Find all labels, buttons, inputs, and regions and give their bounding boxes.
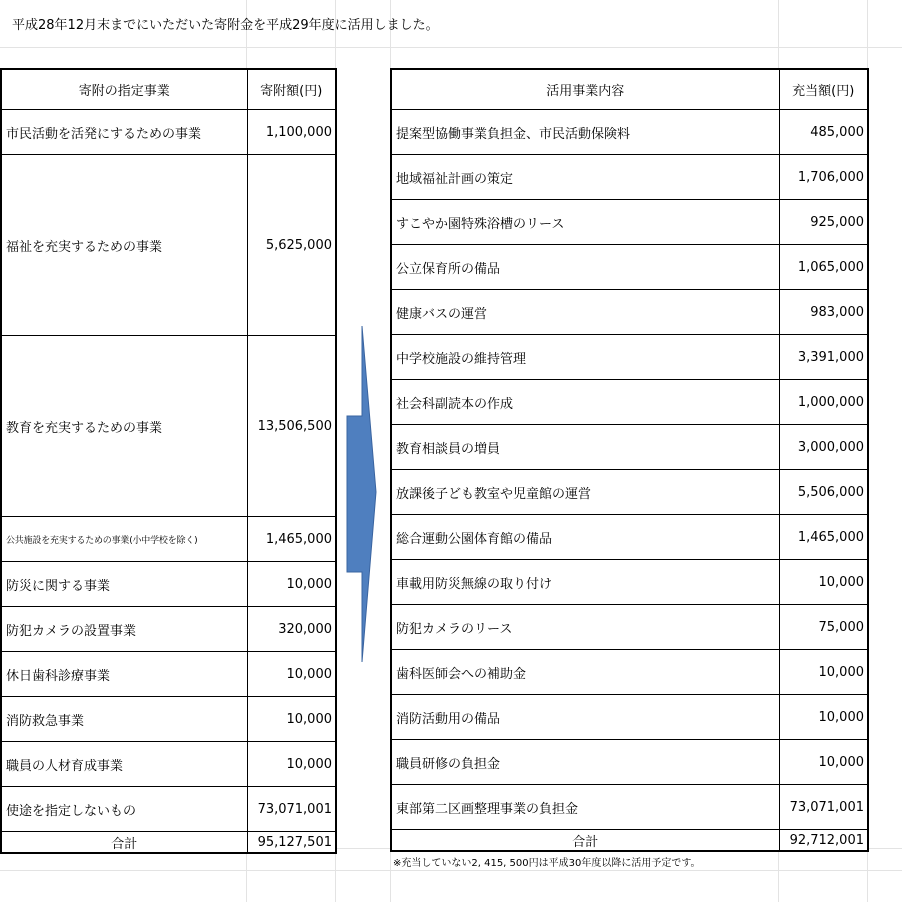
utilization-name: 提案型協働事業負担金、市民活動保険料 [391, 110, 779, 155]
header-note: 平成28年12月末までにいただいた寄附金を平成29年度に活用しました。 [12, 18, 439, 33]
allocated-amount: 1,465,000 [779, 515, 868, 560]
utilization-name: 中学校施設の維持管理 [391, 335, 779, 380]
utilization-name: 東部第二区画整理事業の負担金 [391, 785, 779, 830]
project-name: 防災に関する事業 [1, 562, 247, 607]
utilization-name: 総合運動公園体育館の備品 [391, 515, 779, 560]
table-row [1, 787, 336, 832]
allocated-amount: 925,000 [779, 200, 868, 245]
utilization-name: 職員研修の負担金 [391, 740, 779, 785]
utilization-name: 健康バスの運営 [391, 290, 779, 335]
total-label: 合計 [1, 832, 247, 854]
project-name: 防犯カメラの設置事業 [1, 607, 247, 652]
project-name: 休日歯科診療事業 [1, 652, 247, 697]
donation-amount: 73,071,001 [247, 787, 336, 832]
utilization-name: 教育相談員の増員 [391, 425, 779, 470]
table-header-row [391, 69, 868, 110]
allocated-amount: 10,000 [779, 560, 868, 605]
table-row [1, 517, 336, 562]
allocated-amount: 10,000 [779, 695, 868, 740]
donation-amount: 13,506,500 [247, 336, 336, 517]
table-row [391, 605, 868, 650]
table-row [1, 607, 336, 652]
table-row [391, 785, 868, 830]
allocated-amount: 75,000 [779, 605, 868, 650]
total-row [391, 830, 868, 852]
total-amount: 92,712,001 [779, 830, 868, 852]
project-name: 使途を指定しないもの [1, 787, 247, 832]
allocated-amount: 10,000 [779, 740, 868, 785]
donation-amount: 320,000 [247, 607, 336, 652]
donation-amount: 1,465,000 [247, 517, 336, 562]
table-row [391, 650, 868, 695]
allocated-amount: 485,000 [779, 110, 868, 155]
total-row [1, 832, 336, 854]
project-name: 市民活動を活発にするための事業 [1, 110, 247, 155]
allocated-amount: 3,000,000 [779, 425, 868, 470]
table-header-row [1, 69, 336, 110]
utilization-name: 消防活動用の備品 [391, 695, 779, 740]
table-row [1, 652, 336, 697]
allocated-amount: 5,506,000 [779, 470, 868, 515]
table-row [391, 740, 868, 785]
table-row [1, 336, 336, 517]
allocated-amount: 73,071,001 [779, 785, 868, 830]
table-row [391, 470, 868, 515]
table-row [391, 560, 868, 605]
utilization-name: 車載用防災無線の取り付け [391, 560, 779, 605]
donation-amount: 10,000 [247, 652, 336, 697]
allocated-amount: 10,000 [779, 650, 868, 695]
table-row [1, 110, 336, 155]
project-name: 教育を充実するための事業 [1, 336, 247, 517]
project-name: 公共施設を充実するための事業(小中学校を除く) [1, 517, 247, 562]
utilization-name: 防犯カメラのリース [391, 605, 779, 650]
header-designated-project: 寄附の指定事業 [1, 69, 247, 110]
total-amount: 95,127,501 [247, 832, 336, 854]
table-row [1, 562, 336, 607]
allocated-amount: 1,000,000 [779, 380, 868, 425]
donation-table [0, 68, 337, 854]
table-row [391, 290, 868, 335]
table-row [391, 380, 868, 425]
table-row [391, 425, 868, 470]
allocated-amount: 1,706,000 [779, 155, 868, 200]
allocated-amount: 3,391,000 [779, 335, 868, 380]
header-donation-amount: 寄附額(円) [247, 69, 336, 110]
total-label: 合計 [391, 830, 779, 852]
project-name: 職員の人材育成事業 [1, 742, 247, 787]
table-row [391, 335, 868, 380]
donation-amount: 10,000 [247, 562, 336, 607]
table-row [391, 515, 868, 560]
utilization-name: 放課後子ども教室や児童館の運営 [391, 470, 779, 515]
table-row [391, 245, 868, 290]
table-row [1, 742, 336, 787]
table-row [391, 200, 868, 245]
project-name: 福祉を充実するための事業 [1, 155, 247, 336]
utilization-name: 地域福祉計画の策定 [391, 155, 779, 200]
donation-amount: 5,625,000 [247, 155, 336, 336]
allocated-amount: 983,000 [779, 290, 868, 335]
allocated-amount: 1,065,000 [779, 245, 868, 290]
project-name: 消防救急事業 [1, 697, 247, 742]
allocation-table [390, 68, 869, 852]
table-row [391, 695, 868, 740]
donation-amount: 1,100,000 [247, 110, 336, 155]
header-allocated-amount: 充当額(円) [779, 69, 868, 110]
utilization-name: すこやか園特殊浴槽のリース [391, 200, 779, 245]
right-arrow-icon [345, 326, 377, 662]
donation-amount: 10,000 [247, 697, 336, 742]
header-utilization-content: 活用事業内容 [391, 69, 779, 110]
table-row [391, 110, 868, 155]
donation-amount: 10,000 [247, 742, 336, 787]
footnote: ※充当していない2, 415, 500円は平成30年度以降に活用予定です。 [393, 858, 701, 869]
utilization-name: 歯科医師会への補助金 [391, 650, 779, 695]
table-row [1, 155, 336, 336]
table-row [391, 155, 868, 200]
table-row [1, 697, 336, 742]
utilization-name: 公立保育所の備品 [391, 245, 779, 290]
utilization-name: 社会科副読本の作成 [391, 380, 779, 425]
